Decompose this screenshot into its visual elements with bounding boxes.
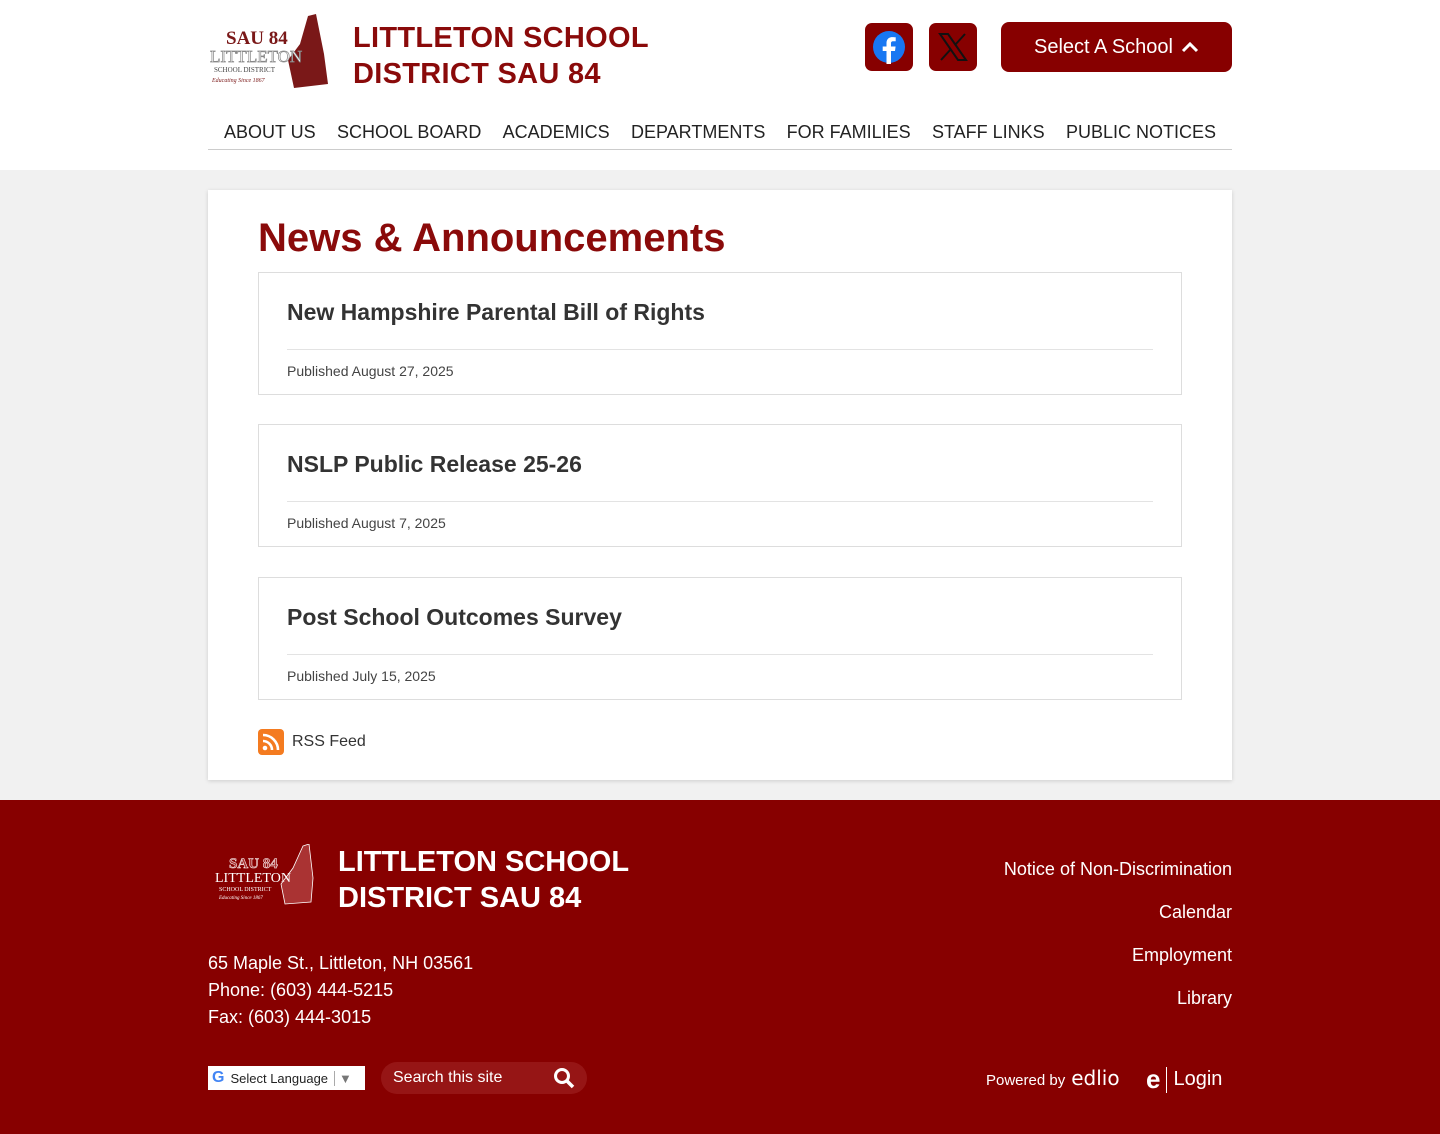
powered-by-edlio[interactable] — [986, 1066, 1120, 1090]
rss-icon — [258, 729, 284, 755]
select-school-button[interactable] — [1001, 22, 1232, 72]
divider — [1166, 1067, 1167, 1093]
x-icon — [937, 31, 969, 63]
news-item-title[interactable]: Post School Outcomes Survey — [287, 604, 622, 630]
search-icon[interactable] — [553, 1067, 575, 1089]
svg-text:Educating Since 1867: Educating Since 1867 — [212, 78, 265, 84]
edlio-logo: edlio — [1071, 1066, 1120, 1090]
site-title[interactable] — [353, 20, 649, 92]
contact-info — [208, 950, 473, 1031]
rss-feed-link[interactable] — [258, 729, 366, 755]
footer-link-library[interactable]: Library — [1176, 988, 1232, 1008]
nav-staff-links[interactable]: STAFF LINKS — [931, 122, 1045, 142]
chevron-up-icon — [1181, 41, 1199, 53]
rss-label: RSS Feed — [292, 733, 366, 750]
news-item-date: Published August 27, 2025 — [287, 363, 454, 379]
site-footer — [0, 800, 1440, 1134]
footer-link-employment[interactable]: Employment — [1131, 945, 1232, 965]
news-item-date: Published August 7, 2025 — [287, 515, 446, 531]
nav-about-us[interactable]: ABOUT US — [224, 122, 316, 142]
google-icon: G — [212, 1069, 225, 1086]
site-header — [0, 0, 1440, 170]
divider — [287, 654, 1153, 655]
phone-label: Phone: — [208, 980, 271, 1000]
login-label: Login — [1173, 1068, 1223, 1090]
news-panel — [208, 190, 1232, 780]
news-item — [258, 424, 1182, 547]
svg-text:SCHOOL DISTRICT: SCHOOL DISTRICT — [214, 66, 275, 74]
main-nav — [208, 112, 1232, 150]
footer-link-non-discrimination[interactable]: Notice of Non-Discrimination — [1003, 859, 1232, 879]
x-twitter-button[interactable] — [929, 23, 977, 71]
footer-logo[interactable] — [213, 844, 315, 906]
language-label: Select Language — [230, 1070, 329, 1086]
fax-text: Fax: (603) 444-3015 — [208, 1007, 372, 1027]
search-input[interactable]: Search this site — [393, 1069, 503, 1086]
login-button[interactable] — [1146, 1064, 1222, 1095]
footer-link-calendar[interactable]: Calendar — [1158, 902, 1232, 922]
dropdown-arrow-icon: ▼ — [334, 1071, 352, 1086]
svg-text:SAU 84: SAU 84 — [226, 28, 288, 49]
nav-school-board[interactable]: SCHOOL BOARD — [336, 122, 482, 142]
footer-title-line1: LITTLETON SCHOOL — [338, 846, 630, 878]
news-item — [258, 577, 1182, 700]
news-item-date: Published July 15, 2025 — [287, 668, 436, 684]
edlio-e-icon: e — [1146, 1064, 1161, 1094]
svg-text:LITTLETON: LITTLETON — [210, 47, 303, 66]
svg-text:LITTLETON: LITTLETON — [215, 871, 291, 886]
news-item-title[interactable]: New Hampshire Parental Bill of Rights — [287, 299, 705, 325]
nav-for-families[interactable]: FOR FAMILIES — [786, 122, 911, 142]
powered-by-label: Powered by — [986, 1072, 1066, 1089]
svg-text:SCHOOL DISTRICT: SCHOOL DISTRICT — [219, 887, 272, 893]
nav-departments[interactable]: DEPARTMENTS — [630, 122, 766, 142]
select-school-label: Select A School — [1034, 35, 1173, 58]
svg-text:Educating Since 1867: Educating Since 1867 — [219, 896, 263, 901]
facebook-button[interactable] — [865, 23, 913, 71]
news-item — [258, 272, 1182, 395]
site-title-line2: DISTRICT SAU 84 — [353, 58, 601, 90]
footer-links — [1004, 858, 1232, 1030]
facebook-icon — [872, 30, 906, 64]
page-title: News & Announcements — [258, 216, 726, 260]
site-title-line1: LITTLETON SCHOOL — [353, 22, 649, 54]
nav-public-notices[interactable]: PUBLIC NOTICES — [1065, 122, 1216, 142]
footer-title — [338, 844, 629, 916]
district-logo[interactable] — [208, 14, 330, 90]
svg-text:SAU 84: SAU 84 — [229, 856, 278, 872]
language-select[interactable] — [208, 1066, 365, 1090]
phone-link[interactable]: (603) 444-5215 — [270, 980, 394, 1000]
address-link[interactable]: 65 Maple St., Littleton, NH 03561 — [208, 953, 474, 973]
divider — [287, 349, 1153, 350]
nav-academics[interactable]: ACADEMICS — [502, 122, 610, 142]
site-search[interactable] — [381, 1062, 587, 1094]
news-item-title[interactable]: NSLP Public Release 25-26 — [287, 451, 582, 477]
footer-title-line2: DISTRICT SAU 84 — [338, 882, 582, 914]
divider — [287, 501, 1153, 502]
